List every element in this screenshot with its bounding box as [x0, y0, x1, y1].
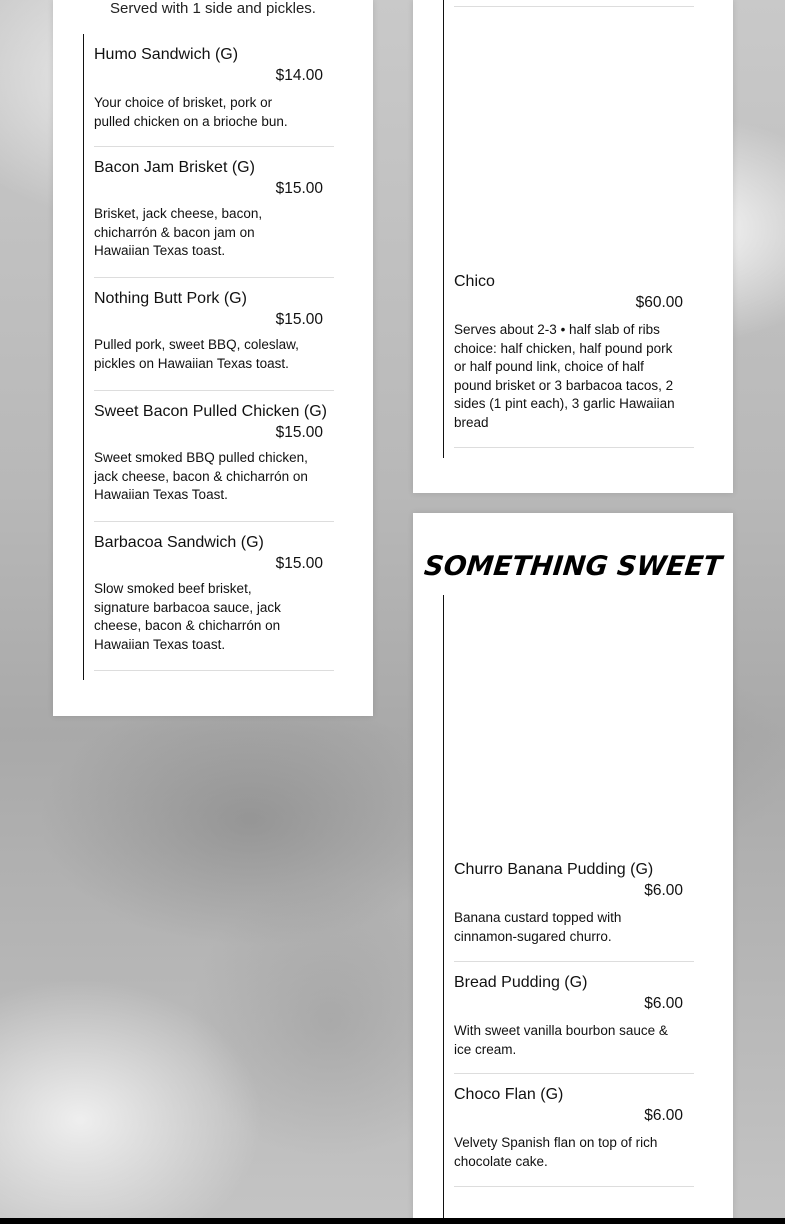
platters-card	[413, 0, 733, 493]
item-name: Nothing Butt Pork (G)	[94, 290, 247, 307]
item-name: Chico	[454, 273, 495, 290]
item-price: $6.00	[644, 1107, 683, 1124]
item-name: Churro Banana Pudding (G)	[454, 861, 654, 878]
item-name: Barbacoa Sandwich (G)	[94, 534, 264, 551]
menu-item[interactable]	[454, 1086, 694, 1187]
menu-item[interactable]	[94, 403, 334, 522]
menu-item[interactable]	[454, 974, 694, 1074]
section-title: SOMETHING SWEET	[422, 551, 724, 582]
item-price: $6.00	[644, 995, 683, 1012]
item-description: Slow smoked beef brisket, signature barbacoa sauce, jack cheese, bacon & chicharrón on Hawaiian Texas toast.	[94, 581, 281, 652]
menu-divider-line	[443, 595, 444, 1224]
item-name: Humo Sandwich (G)	[94, 46, 239, 63]
item-price: $15.00	[275, 555, 323, 572]
item-description: Sweet smoked BBQ pulled chicken, jack cheese, bacon & chicharrón on Hawaiian Texas Toast.	[94, 450, 308, 502]
bottom-bar	[0, 1218, 785, 1224]
item-name: Bread Pudding (G)	[454, 974, 588, 991]
item-name: Choco Flan (G)	[454, 1086, 564, 1103]
menu-item[interactable]	[454, 273, 694, 448]
item-description: Brisket, jack cheese, bacon, chicharrón & bacon jam on Hawaiian Texas toast.	[94, 206, 263, 258]
item-price: $14.00	[275, 67, 323, 84]
item-description: Serves about 2-3 • half slab of ribs choice: half chicken, half pound pork or half pound link, choice of half pound brisket or 3 barbacoa tacos, 2 sides (1 pint each), 3 garlic Hawaiian bread	[454, 322, 675, 430]
menu-item[interactable]	[94, 46, 334, 147]
menu-divider-line	[443, 0, 444, 458]
item-description: Pulled pork, sweet BBQ, coleslaw, pickles on Hawaiian Texas toast.	[94, 337, 299, 371]
item-price: $6.00	[644, 882, 683, 899]
item-description: Banana custard topped with cinnamon-sugared churro.	[454, 910, 622, 944]
menu-item[interactable]	[94, 159, 334, 278]
served-note: Served with 1 side and pickles.	[110, 0, 316, 17]
desserts-card	[413, 513, 733, 1224]
menu-divider-line	[83, 34, 84, 680]
item-description: Velvety Spanish flan on top of rich chocolate cake.	[454, 1135, 658, 1169]
item-description: Your choice of brisket, pork or pulled chicken on a brioche bun.	[94, 95, 288, 129]
sandwiches-card	[53, 0, 373, 716]
item-separator	[454, 6, 694, 7]
menu-item[interactable]	[94, 290, 334, 391]
item-price: $15.00	[275, 424, 323, 441]
item-name: Bacon Jam Brisket (G)	[94, 159, 255, 176]
item-price: $15.00	[275, 311, 323, 328]
item-price: $60.00	[635, 294, 683, 311]
item-price: $15.00	[275, 180, 323, 197]
menu-item[interactable]	[94, 534, 334, 671]
menu-item[interactable]	[454, 861, 694, 962]
item-description: With sweet vanilla bourbon sauce & ice cream.	[454, 1023, 668, 1057]
item-name: Sweet Bacon Pulled Chicken (G)	[94, 403, 327, 420]
